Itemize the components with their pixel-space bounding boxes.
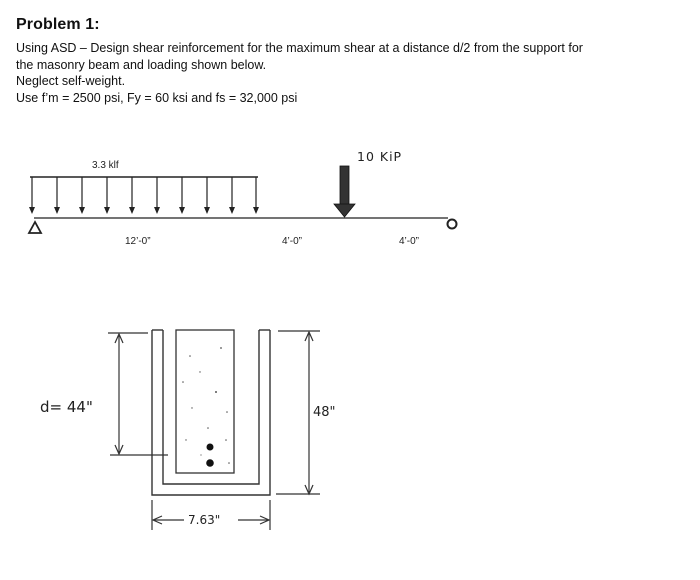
distributed-load-arrows: [29, 177, 259, 214]
span-label-2: 4’-0”: [282, 236, 303, 247]
distributed-load-label: 3.3 klf: [92, 160, 119, 171]
grout-specks: [182, 347, 230, 464]
beam-loading-diagram: [29, 149, 457, 247]
depth-label: d= 44": [40, 398, 93, 416]
problem-line-4: Use f’m = 2500 psi, Fy = 60 ksi and fs = 32,000 psi: [16, 90, 298, 105]
grout-core: [176, 330, 234, 473]
span-label-1: 12’-0”: [125, 236, 151, 247]
point-load-arrow: [334, 166, 355, 217]
block-outline: [152, 330, 270, 495]
point-load-label: 10 KiP: [357, 149, 403, 164]
width-label: 7.63": [188, 513, 221, 527]
pin-support: [29, 222, 41, 233]
rebar-upper: [207, 444, 214, 451]
height-label: 48": [313, 405, 336, 420]
roller-support: [448, 220, 457, 229]
distributed-load: [29, 177, 259, 214]
problem-line-3: Neglect self-weight.: [16, 74, 126, 88]
problem-heading: Problem 1:: [16, 16, 100, 33]
problem-line-2: the masonry beam and loading shown below.: [16, 57, 267, 72]
depth-dimension: [108, 333, 168, 455]
rebar-lower: [206, 459, 214, 467]
problem-line-1: Using ASD – Design shear reinforcement for the maximum shear at a distance d/2 from the support for: [16, 41, 583, 55]
span-label-3: 4’-0”: [399, 236, 420, 247]
beam-cross-section: [40, 330, 336, 530]
